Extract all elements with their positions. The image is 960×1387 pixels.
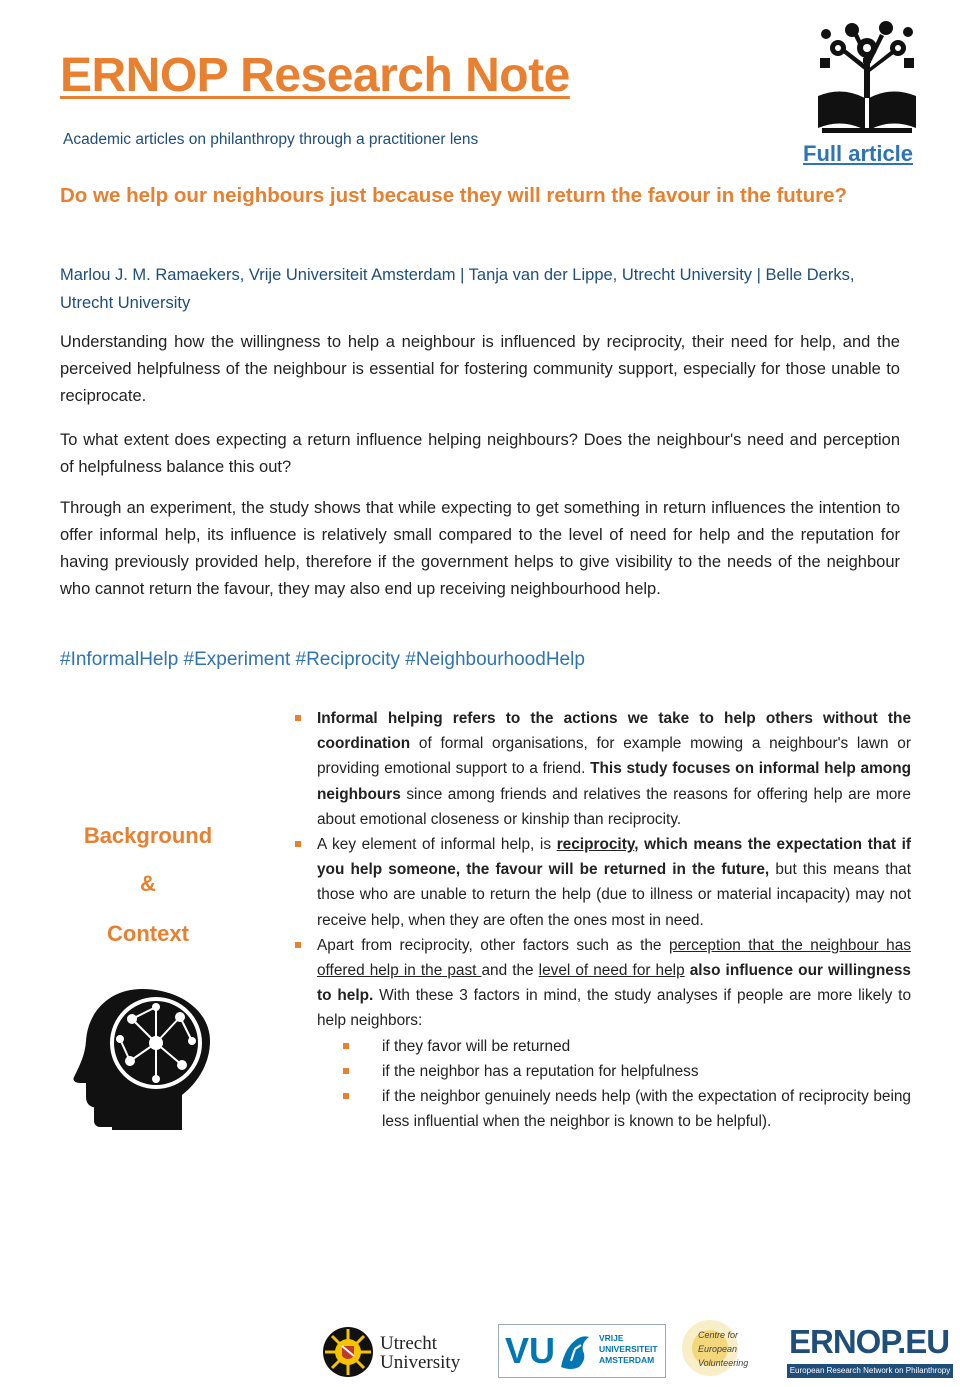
section-label-background: Background: [83, 823, 213, 848]
bullet-text: of formal organisations, for example mowing a neighbour's lawn or providing emotional support to a friend.: [317, 735, 911, 778]
intro-paragraph: Understanding how the willingness to help a neighbour is influenced by reciprocity, their need for help, and the perceived helpfulness of the neighbour is essential for fostering community support, especially for those unable to reciprocate.: [60, 333, 900, 405]
uu-seal-icon: [322, 1326, 374, 1378]
ernop-tagline: European Research Network on Philanthropy: [787, 1364, 953, 1378]
cev-line2: European: [698, 1344, 738, 1354]
bullet-text: level of need for help: [538, 962, 685, 980]
uu-name-line2: University: [380, 1352, 461, 1373]
list-item: [293, 832, 911, 933]
sub-list-item: if they favor will be returned: [317, 1034, 911, 1059]
bullet-text: With these 3 factors in mind, the study analyses if people are more likely to help neighbors:: [317, 987, 912, 1030]
vu-line3: AMSTERDAM: [599, 1355, 655, 1365]
bullet-text: perception that the neighbour has offered help in the past: [317, 936, 911, 980]
bullet-text: since among friends and relatives the reasons for offering help are more about emotional closeness or kinship than reciprocity.: [317, 785, 911, 828]
head-network-icon: [72, 985, 220, 1130]
bullet-text: reciprocity: [556, 836, 635, 854]
bullet-text: and the: [481, 962, 539, 980]
bullet-text: ,: [634, 836, 645, 854]
page-subtitle: Academic articles on philanthropy through a practitioner lens: [63, 131, 479, 148]
vu-mark: VU: [505, 1330, 556, 1371]
bullet-text: but this means that those who are unable to return the help (due to illness or material incapacity) may not receive help, when they are often the ones most in need.: [317, 861, 911, 929]
cev-line1: Centre for: [698, 1330, 739, 1340]
findings-paragraph: Through an experiment, the study shows that while expecting to get something in return influences the intention to offer informal help, its influence is relatively small compared to the level of need for help and the reputation for having previously provided help, therefore if the government helps to give visibility to the needs of the neighbour who cannot return the favour, they may also end up receiving neighbourhood help.: [60, 499, 900, 598]
question-paragraph: To what extent does expecting a return influence helping neighbours? Does the neighbour's need and perception of helpfulness balance this out?: [60, 431, 900, 476]
ernop-logo: [787, 1322, 953, 1380]
full-article-link[interactable]: Full article: [803, 141, 914, 166]
section-label-ampersand: &: [140, 871, 156, 896]
sub-list-item: if the neighbor genuinely needs help (with the expectation of reciprocity being less influential when the neighbor is known to be helpful).: [317, 1084, 911, 1134]
sub-list-item: if the neighbor has a reputation for helpfulness: [317, 1059, 911, 1084]
bullet-text: also influence our willingness to help.: [317, 962, 911, 1005]
griffin-icon: [557, 1331, 593, 1371]
article-question: Do we help our neighbours just because they will return the favour in the future?: [60, 184, 848, 207]
bullet-text: A key element of informal help, is: [317, 836, 557, 854]
utrecht-university-logo: [322, 1326, 482, 1378]
bullet-text: This study focuses on informal help among neighbours: [317, 760, 911, 803]
vu-line2: UNIVERSITEIT: [599, 1344, 658, 1354]
cev-line3: Volunteering: [698, 1358, 749, 1368]
list-item: [293, 933, 911, 1135]
vu-amsterdam-logo: [498, 1324, 666, 1378]
section-label-context: Context: [107, 921, 189, 946]
book-tree-icon: [808, 12, 926, 136]
page-title: ERNOP Research Note: [60, 49, 570, 102]
background-bullets: [293, 706, 911, 1134]
list-item: [293, 706, 911, 832]
article-authors: Marlou J. M. Ramaekers, Vrije Universiteit Amsterdam | Tanja van der Lippe, Utrecht University | Belle Derks, Utrecht University: [60, 266, 855, 312]
bullet-text: which means the expectation that if you help someone, the favour will be returned in the future,: [317, 836, 911, 879]
ernop-logo-text: ERNOP.EU: [789, 1323, 950, 1360]
bullet-text: Informal helping refers to the actions we take to help others without the coordination: [317, 710, 911, 753]
bullet-text: Apart from reciprocity, other factors such as the: [317, 936, 669, 954]
uu-name-line1: Utrecht: [380, 1333, 437, 1354]
hashtags: #InformalHelp #Experiment #Reciprocity #NeighbourhoodHelp: [60, 649, 585, 670]
cev-logo: [680, 1316, 764, 1380]
vu-line1: VRIJE: [599, 1333, 624, 1343]
